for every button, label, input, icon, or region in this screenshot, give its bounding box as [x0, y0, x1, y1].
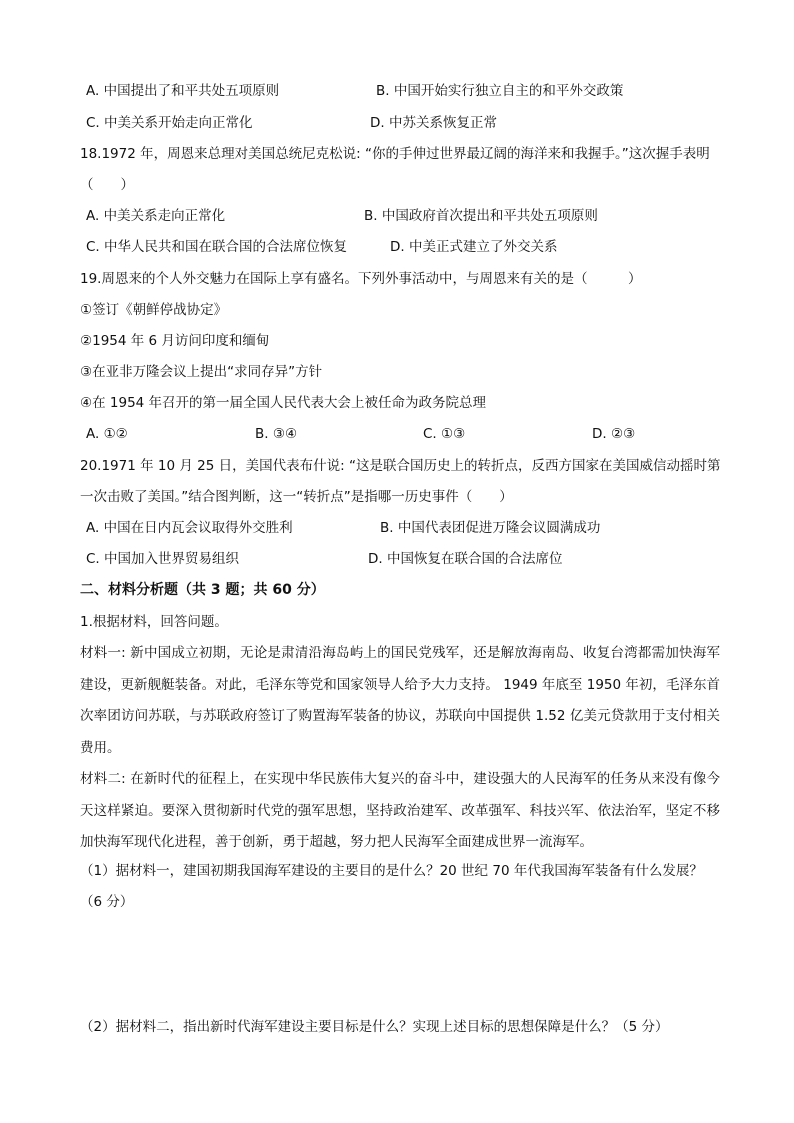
q17-option-c: C. 中美关系开始走向正常化: [86, 115, 253, 131]
section-title: 二、材料分析题（共 3 题；共 60 分）: [80, 582, 325, 598]
q20-option-c: C. 中国加入世界贸易组织: [86, 551, 240, 567]
q17-option-b: B. 中国开始实行独立自主的和平外交政策: [376, 83, 624, 99]
q19-option-c: C. ①③: [423, 426, 466, 442]
q19-item-3: ③在亚非万隆会议上提出“求同存异”方针: [80, 364, 323, 380]
q18-option-b: B. 中国政府首次提出和平共处五项原则: [364, 208, 598, 224]
material-1: 材料一: 新中国成立初期，无论是肃清沿海岛屿上的国民党残军，还是解放海南岛、收复台湾都需加快海军建设，更新舰艇装备。对此，毛泽东等党和国家领导人给予大力支持。 1949 年底至 1950 年初，毛泽东首次率团访问苏联，与苏联政府签订了购置海军装备的协议，苏联向中国提供 1.52 亿美元贷款用于支付相关费用。: [80, 645, 720, 756]
q18-option-c: C. 中华人民共和国在联合国的合法席位恢复: [86, 239, 348, 255]
subquestion-2: （2）据材料二，指出新时代海军建设主要目标是什么？实现上述目标的思想保障是什么？（5 分）: [80, 1019, 669, 1035]
q19-stem: 19.周恩来的个人外交魅力在国际上享有盛名。下列外事活动中，与周恩来有关的是（ ）: [80, 271, 642, 287]
q18-stem: 18.1972 年，周恩来总理对美国总统尼克松说: “你的手伸过世界最辽阔的海洋来和我握手。”这次握手表明: [80, 146, 710, 162]
q20-stem-line1: 20.1971 年 10 月 25 日，美国代表布什说: “这是联合国历史上的转折点，反西方国家在美国威信动摇时第: [80, 458, 721, 474]
q19-option-a: A. ①②: [86, 426, 128, 442]
q20-option-d: D. 中国恢复在联合国的合法席位: [368, 551, 563, 567]
q17-option-d: D. 中苏关系恢复正常: [370, 115, 497, 131]
q20-stem-line2: 一次击败了美国。”结合图判断，这一“转折点”是指哪一历史事件（ ）: [80, 489, 513, 505]
q20-option-a: A. 中国在日内瓦会议取得外交胜利: [86, 520, 293, 536]
q18-answer-paren: （ ）: [80, 177, 134, 193]
material-2: 材料二: 在新时代的征程上，在实现中华民族伟大复兴的奋斗中，建设强大的人民海军的任务从来没有像今天这样紧迫。要深入贯彻新时代党的强军思想，坚持政治建军、改革强军、科技兴军、依法治军，坚定不移加快海军现代化进程，善于创新，勇于超越，努力把人民海军全面建成世界一流海军。: [80, 771, 720, 850]
q18-option-a: A. 中美关系走向正常化: [86, 208, 226, 224]
q19-option-b: B. ③④: [255, 426, 298, 442]
subquestion-1-line1: （1）据材料一，建国初期我国海军建设的主要目的是什么？20 世纪 70 年代我国海军装备有什么发展？: [80, 863, 703, 879]
q19-option-d: D. ②③: [592, 426, 636, 442]
q17-option-a: A. 中国提出了和平共处五项原则: [86, 83, 280, 99]
q20-option-b: B. 中国代表团促进万隆会议圆满成功: [380, 520, 601, 536]
q18-option-d: D. 中美正式建立了外交关系: [390, 239, 558, 255]
subquestion-1-score: （6 分）: [80, 894, 134, 910]
q19-item-1: ①签订《朝鲜停战协定》: [80, 302, 228, 318]
q19-item-4: ④在 1954 年召开的第一届全国人民代表大会上被任命为政务院总理: [80, 395, 487, 411]
q19-item-2: ②1954 年 6 月访问印度和缅甸: [80, 333, 270, 349]
question-1-instruction: 1.根据材料，回答问题。: [80, 614, 228, 630]
